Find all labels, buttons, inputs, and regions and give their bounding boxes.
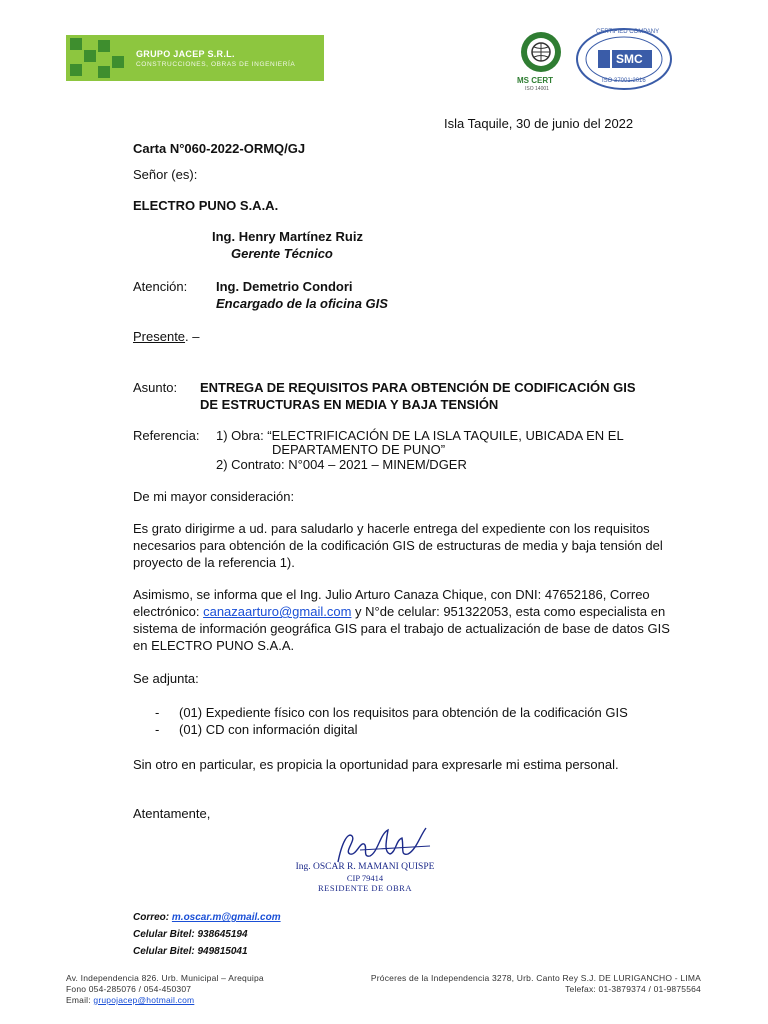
recipient-title: Gerente Técnico (231, 246, 333, 261)
contact-email-link[interactable]: m.oscar.m@gmail.com (171, 912, 281, 923)
paragraph-2-prefix: electrónico: (133, 604, 204, 619)
presente-suffix: . – (185, 329, 200, 344)
reference-1-line-1: 1) Obra: “ELECTRIFICACIÓN DE LA ISLA TAQUILE, UBICADA EN EL (216, 428, 624, 443)
company-tagline: CONSTRUCCIONES, OBRAS DE INGENIERÍA (136, 61, 296, 68)
subject-line-1: ENTREGA DE REQUISITOS PARA OBTENCIÓN DE CODIFICACIÓN GIS (200, 380, 636, 395)
footer-left-email-line (66, 995, 194, 1006)
footer-email-link[interactable]: grupojacep@hotmail.com (93, 995, 195, 1005)
smc-cert-bottom: ISO 37001:2016 (602, 78, 646, 84)
presente-word: Presente (133, 329, 186, 344)
footer-left-phone: Fono 054-285076 / 054-450307 (66, 984, 192, 994)
place-date: Isla Taquile, 30 de junio del 2022 (444, 116, 634, 131)
engineer-stamp (280, 862, 450, 902)
smc-mark: SMC (616, 52, 643, 66)
contact-email-label: Correo: (133, 912, 172, 923)
stamp-name: Ing. OSCAR R. MAMANI QUISPE (295, 862, 435, 872)
specialist-email-link[interactable]: canazaarturo@gmail.com (203, 604, 352, 619)
ms-cert-label: MS CERT (517, 76, 553, 85)
reference-label: Referencia: (133, 428, 200, 443)
ms-cert-badge (513, 30, 569, 94)
reference-1-line-2: DEPARTAMENTO DE PUNO” (272, 442, 446, 457)
paragraph-2-line-1: Asimismo, se informa que el Ing. Julio Arturo Canaza Chique, con DNI: 47652186, Correo (133, 587, 650, 602)
stamp-role: RESIDENTE DE OBRA (318, 883, 412, 893)
paragraph-2-line-2 (133, 603, 665, 620)
recipient-org: ELECTRO PUNO S.A.A. (133, 198, 279, 213)
paragraph-2-line-3: sistema de información geográfica GIS para el trabajo de actualización de base de datos GIS (133, 621, 670, 636)
attach-label: Se adjunta: (133, 671, 199, 686)
company-name: GRUPO JACEP S.R.L. (136, 49, 235, 59)
paragraph-2-suffix: y N°de celular: 951322053, esta como especialista en (351, 604, 666, 619)
attention-label: Atención: (133, 279, 188, 294)
footer-right-phone: Telefax: 01-3879374 / 01-9875564 (565, 984, 701, 994)
footer-left-address: Av. Independencia 826. Urb. Municipal – Arequipa (66, 973, 264, 983)
attention-name: Ing. Demetrio Condori (216, 279, 353, 294)
farewell: Atentamente, (133, 806, 211, 821)
subject-line-2: DE ESTRUCTURAS EN MEDIA Y BAJA TENSIÓN (200, 397, 499, 412)
footer-right-address: Próceres de la Independencia 3278, Urb. Canto Rey S.J. DE LURIGANCHO - LIMA (370, 973, 701, 983)
contact-email-line (133, 912, 281, 923)
attach-bullet-1: - (155, 705, 160, 720)
attach-item-2: (01) CD con información digital (179, 722, 358, 737)
paragraph-1-line-3: proyecto de la referencia 1). (133, 555, 295, 570)
paragraph-2-line-4: en ELECTRO PUNO S.A.A. (133, 638, 295, 653)
recipient-name: Ing. Henry Martínez Ruiz (212, 229, 363, 244)
phone-1: Celular Bitel: 938645194 (133, 929, 248, 940)
attention-title: Encargado de la oficina GIS (216, 296, 388, 311)
footer-email-label: Email: (66, 995, 94, 1005)
attach-bullet-2: - (155, 722, 160, 737)
salutation-to: Señor (es): (133, 167, 198, 182)
letter-number: Carta N°060-2022-ORMQ/GJ (133, 141, 306, 156)
smc-cert-top: CERTIFIED COMPANY (596, 29, 660, 35)
stamp-cip: CIP 79414 (346, 873, 384, 883)
reference-2: 2) Contrato: N°004 – 2021 – MINEM/DGER (216, 457, 467, 472)
paragraph-1-line-2: necesarios para obtención de la codificación GIS de estructuras de media y baja tensión del (133, 538, 663, 553)
paragraph-1-line-1: Es grato dirigirme a ud. para saludarlo y hacerle entrega del expediente con los requisitos (133, 521, 650, 536)
smc-cert-badge (574, 26, 674, 92)
ms-cert-sub: ISO 14001 (525, 86, 549, 92)
phone-2: Celular Bitel: 949815041 (133, 946, 248, 957)
subject-label: Asunto: (133, 380, 178, 395)
attach-item-1: (01) Expediente físico con los requisitos para obtención de la codificación GIS (179, 705, 628, 720)
presente-line (133, 328, 200, 345)
greeting: De mi mayor consideración: (133, 489, 295, 504)
closing-line: Sin otro en particular, es propicia la oportunidad para expresarle mi estima personal. (133, 757, 619, 772)
